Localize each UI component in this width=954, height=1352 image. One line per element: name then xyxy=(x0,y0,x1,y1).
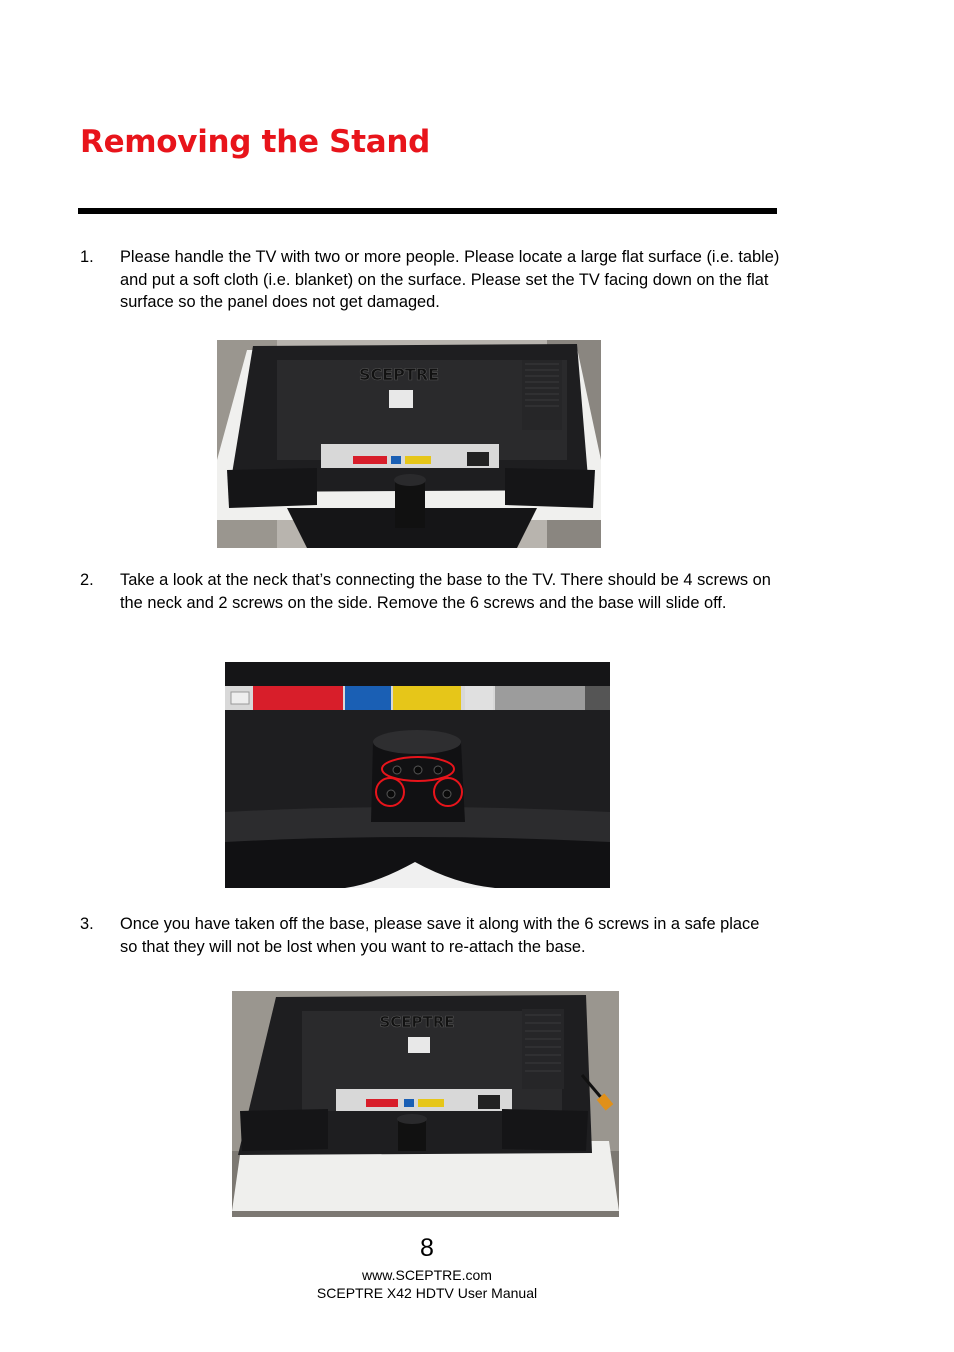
step-text: Please handle the TV with two or more people. Please locate a large flat surface (i.e. table) and put a soft cloth (i.e. blanket) on the surface. Please set the TV facing down on the flat surface so the panel does not get damaged. xyxy=(120,248,780,311)
step-text: Take a look at the neck that’s connecting the base to the TV. There should be 4 screws on the neck and 2 screws on the side. Remove the 6 screws and the base will slide off. xyxy=(120,571,771,612)
footer-manual-title: SCEPTRE X42 HDTV User Manual xyxy=(316,1285,538,1301)
base-removed-photo xyxy=(232,991,619,1217)
neck-screws-photo xyxy=(225,662,610,888)
step-number: 2. xyxy=(80,571,94,589)
step-text: Once you have taken off the base, please save it along with the 6 screws in a safe place so that they will not be lost when you want to re-attach the base. xyxy=(120,915,760,956)
page-number: 8 xyxy=(420,1234,434,1262)
step-1 xyxy=(80,246,780,314)
step-3 xyxy=(80,913,780,958)
step-number: 3. xyxy=(80,915,94,933)
tv-logo: SCEPTRE xyxy=(379,1013,455,1031)
step-2 xyxy=(80,569,780,614)
tv-logo: SCEPTRE xyxy=(358,365,440,384)
heading-divider xyxy=(78,208,777,214)
page-title: Removing the Stand xyxy=(80,124,431,160)
step-number: 1. xyxy=(80,248,94,266)
footer-website: www.SCEPTRE.com xyxy=(362,1267,492,1283)
tv-face-down-photo xyxy=(217,340,601,548)
